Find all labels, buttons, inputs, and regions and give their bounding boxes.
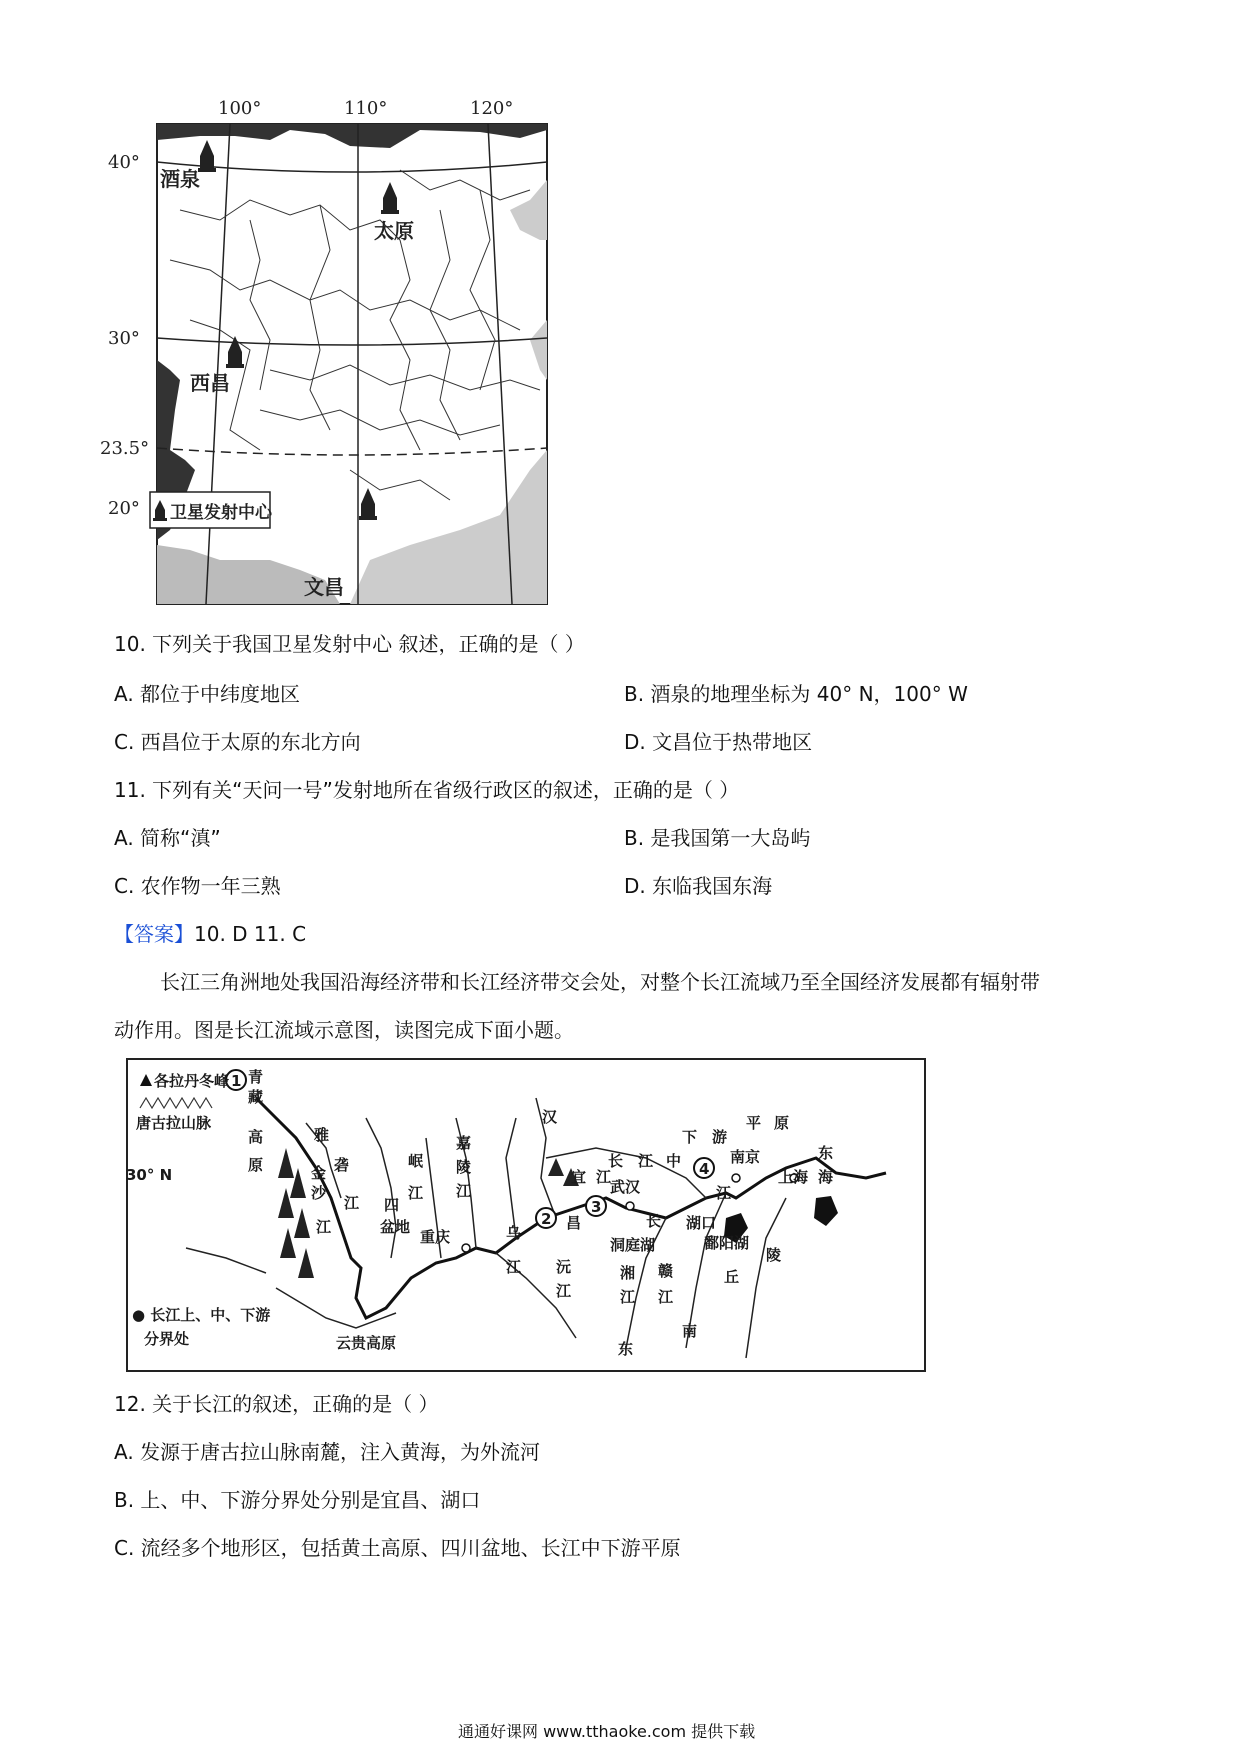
label-tanggula: 唐古拉山脉 (136, 1114, 212, 1132)
svg-text:平: 平 (746, 1114, 762, 1132)
svg-text:武汉: 武汉 (610, 1178, 641, 1196)
svg-text:原: 原 (774, 1114, 790, 1132)
lat-23-5-label: 23.5° (100, 438, 150, 459)
marker-2: 2 (541, 1210, 552, 1228)
q11-option-b: B. 是我国第一大岛屿 (624, 826, 811, 850)
city-taiyuan: 太原 (374, 219, 414, 243)
svg-text:江: 江 (638, 1152, 654, 1170)
svg-text:东: 东 (818, 1144, 834, 1162)
q10-stem: 10. 下列关于我国卫星发射中心 叙述，正确的是（ ） (114, 632, 585, 656)
city-wenchang: 文昌 (304, 575, 344, 599)
svg-text:江: 江 (408, 1184, 424, 1202)
svg-text:陵: 陵 (456, 1158, 472, 1176)
marker-4: 4 (699, 1160, 710, 1178)
svg-text:长: 长 (646, 1212, 662, 1230)
svg-text:湖口: 湖口 (686, 1214, 717, 1232)
svg-text:高: 高 (248, 1128, 264, 1146)
answer-tag: 【答案】 (114, 922, 194, 946)
lon-100-label: 100° (218, 98, 262, 119)
city-jiuquan: 酒泉 (160, 167, 200, 191)
svg-text:藏: 藏 (248, 1088, 264, 1106)
q10-option-b: B. 酒泉的地理坐标为 40° N，100° W (624, 682, 968, 706)
svg-text:海: 海 (818, 1168, 834, 1186)
svg-text:岷: 岷 (408, 1152, 424, 1170)
label-30n: 30° N (126, 1166, 173, 1184)
q10-option-d: D. 文昌位于热带地区 (624, 730, 813, 754)
marker-1: 1 (231, 1072, 242, 1090)
svg-text:游: 游 (712, 1128, 728, 1146)
svg-text:砻: 砻 (334, 1156, 350, 1174)
svg-text:昌: 昌 (566, 1214, 582, 1232)
q11-option-a: A. 简称“滇” (114, 826, 221, 850)
svg-text:江: 江 (344, 1194, 360, 1212)
yangtze-basin-map (126, 1058, 926, 1372)
svg-text:宜: 宜 (571, 1168, 587, 1186)
svg-text:赣: 赣 (658, 1262, 674, 1280)
svg-text:云贵高原: 云贵高原 (336, 1334, 397, 1352)
svg-text:中: 中 (666, 1152, 682, 1170)
svg-text:南京: 南京 (730, 1148, 761, 1166)
svg-text:江: 江 (456, 1182, 472, 1200)
svg-text:雅: 雅 (314, 1126, 330, 1144)
city-xichang: 西昌 (190, 371, 230, 395)
q11-option-d: D. 东临我国东海 (624, 874, 773, 898)
answer-line (114, 922, 306, 946)
svg-text:四: 四 (384, 1196, 400, 1214)
satellite-centers-map (100, 90, 600, 610)
passage-line-1: 长江三角洲地处我国沿海经济带和长江经济带交会处，对整个长江流域乃至全国经济发展都有辐射带 (160, 970, 1040, 994)
label-geladandong: 各拉丹冬峰 (154, 1072, 230, 1090)
svg-text:南: 南 (682, 1322, 698, 1340)
svg-text:湘: 湘 (620, 1264, 636, 1282)
lon-110-label: 110° (344, 98, 388, 119)
svg-text:江: 江 (556, 1282, 572, 1300)
svg-text:上海: 上海 (778, 1168, 809, 1186)
q12-option-a: A. 发源于唐古拉山脉南麓，注入黄海，为外流河 (114, 1440, 541, 1464)
footer-text[interactable]: 通通好课网 www.tthaoke.com 提供下载 (458, 1722, 756, 1741)
svg-text:江: 江 (316, 1218, 332, 1236)
svg-text:丘: 丘 (724, 1268, 740, 1286)
svg-text:长: 长 (608, 1152, 624, 1170)
lat-30-label: 30° (108, 328, 140, 349)
svg-text:江: 江 (596, 1168, 612, 1186)
map2-legend-line-2: 分界处 (144, 1330, 190, 1348)
q12-option-c: C. 流经多个地形区，包括黄土高原、四川盆地、长江中下游平原 (114, 1536, 681, 1560)
svg-text:沙: 沙 (311, 1184, 327, 1202)
q11-stem: 11. 下列有关“天问一号”发射地所在省级行政区的叙述，正确的是（ ） (114, 778, 740, 802)
svg-text:东: 东 (618, 1340, 634, 1358)
map2-legend-line-1: ● 长江上、中、下游 (132, 1306, 271, 1324)
svg-text:青: 青 (248, 1068, 264, 1086)
q12-stem: 12. 关于长江的叙述，正确的是（ ） (114, 1392, 439, 1416)
svg-text:汉: 汉 (542, 1108, 558, 1126)
map1-legend-text: 卫星发射中心 (170, 503, 272, 523)
svg-text:重庆: 重庆 (420, 1228, 451, 1246)
svg-text:江: 江 (620, 1288, 636, 1306)
svg-text:江: 江 (506, 1258, 522, 1276)
q11-option-c: C. 农作物一年三熟 (114, 874, 281, 898)
q12-option-b: B. 上、中、下游分界处分别是宜昌、湖口 (114, 1488, 481, 1512)
svg-text:陵: 陵 (766, 1246, 782, 1264)
answer-text: 10. D 11. C (194, 922, 307, 946)
svg-text:原: 原 (248, 1156, 264, 1174)
svg-text:洞庭湖: 洞庭湖 (610, 1236, 656, 1254)
svg-text:江: 江 (658, 1288, 674, 1306)
svg-text:乌: 乌 (506, 1224, 522, 1242)
svg-text:金: 金 (311, 1164, 327, 1182)
svg-text:嘉: 嘉 (456, 1134, 472, 1152)
svg-text:江: 江 (716, 1184, 732, 1202)
q10-option-c: C. 西昌位于太原的东北方向 (114, 730, 361, 754)
svg-text:沅: 沅 (556, 1258, 572, 1276)
marker-3: 3 (591, 1198, 602, 1216)
passage-line-2: 动作用。图是长江流域示意图，读图完成下面小题。 (114, 1018, 574, 1042)
lat-20-label: 20° (108, 498, 140, 519)
svg-text:鄱阳湖: 鄱阳湖 (704, 1234, 750, 1252)
svg-text:下: 下 (682, 1128, 698, 1146)
q10-option-a: A. 都位于中纬度地区 (114, 682, 301, 706)
lon-120-label: 120° (470, 98, 514, 119)
lat-40-label: 40° (108, 152, 140, 173)
svg-text:盆地: 盆地 (380, 1218, 411, 1236)
